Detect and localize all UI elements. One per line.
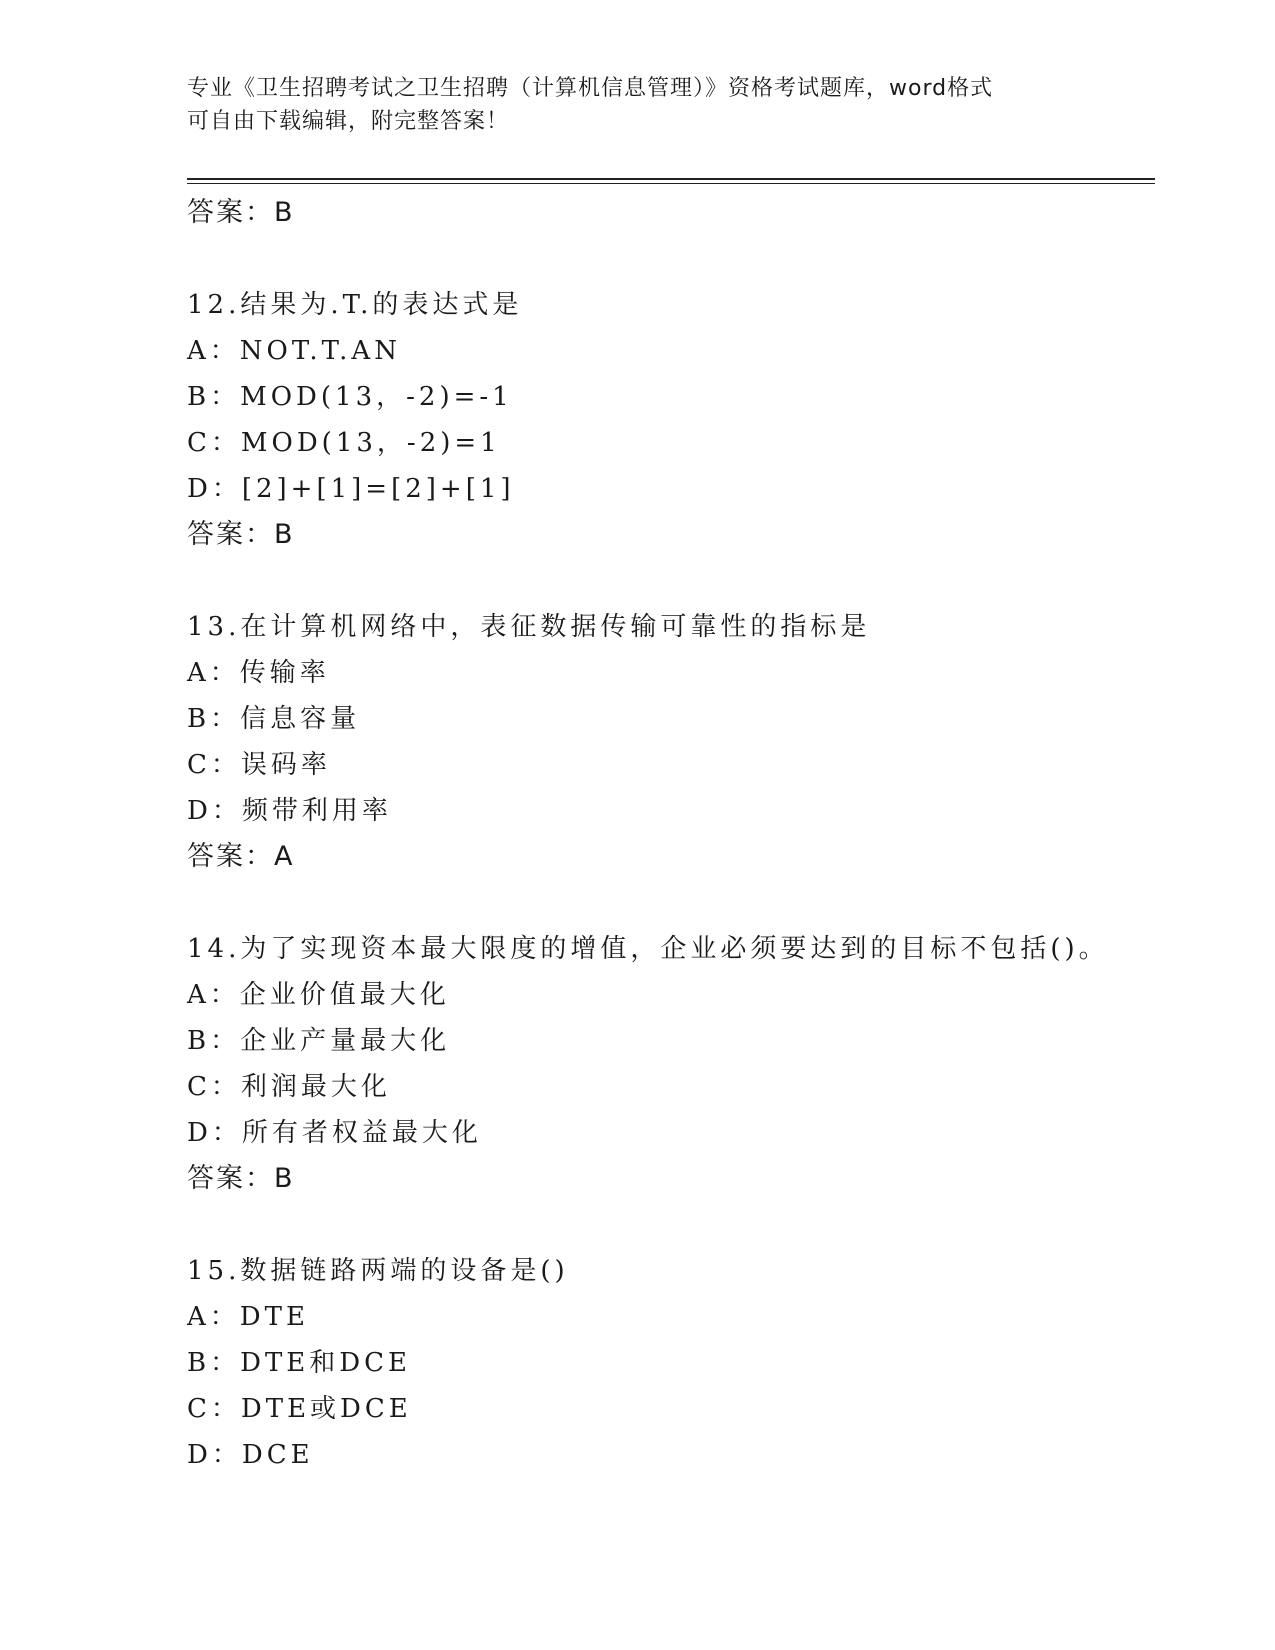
spacer [187, 558, 1155, 604]
option-c: C：误码率 [187, 750, 331, 780]
option-d: D：[2]+[1]=[2]+[1] [187, 474, 515, 504]
option-d: D：DCE [187, 1440, 314, 1470]
option-c: C：DTE或DCE [187, 1394, 412, 1424]
question-stem: 14.为了实现资本最大限度的增值，企业必须要达到的目标不包括()。 [187, 934, 1109, 964]
spacer [187, 1202, 1155, 1248]
option-c: C：MOD(13，-2)=1 [187, 428, 501, 458]
option-a: A：NOT.T.AN [187, 336, 401, 366]
option-b: B：MOD(13，-2)=-1 [187, 382, 513, 412]
header-line-1: 专业《卫生招聘考试之卫生招聘（计算机信息管理）》资格考试题库，word格式 [187, 76, 994, 101]
header-line-2: 可自由下载编辑，附完整答案！ [187, 109, 510, 134]
option-a: A：企业价值最大化 [187, 980, 450, 1010]
option-a: A：传输率 [187, 658, 330, 688]
option-b: B：DTE和DCE [187, 1348, 411, 1378]
question-12 [187, 282, 1155, 558]
option-c: C：利润最大化 [187, 1072, 391, 1102]
question-stem: 13.在计算机网络中，表征数据传输可靠性的指标是 [187, 612, 871, 642]
question-13 [187, 604, 1155, 880]
answer-line: 答案：B [187, 1163, 295, 1194]
question-stem: 15.数据链路两端的设备是() [187, 1256, 569, 1286]
spacer [187, 880, 1155, 926]
document-header [187, 72, 1087, 138]
option-d: D：所有者权益最大化 [187, 1118, 482, 1148]
spacer [187, 236, 1155, 282]
option-b: B：企业产量最大化 [187, 1026, 451, 1056]
option-b: B：信息容量 [187, 704, 361, 734]
answer-line: 答案：A [187, 841, 295, 872]
question-stem: 12.结果为.T.的表达式是 [187, 290, 523, 320]
option-a: A：DTE [187, 1302, 309, 1332]
question-list [187, 190, 1155, 1478]
answer-line: 答案：B [187, 197, 295, 228]
question-14 [187, 926, 1155, 1202]
question-15 [187, 1248, 1155, 1478]
header-rule-thick [187, 178, 1155, 180]
option-d: D：频带利用率 [187, 796, 392, 826]
header-rule-thin [187, 183, 1155, 184]
answer-line: 答案：B [187, 519, 295, 550]
